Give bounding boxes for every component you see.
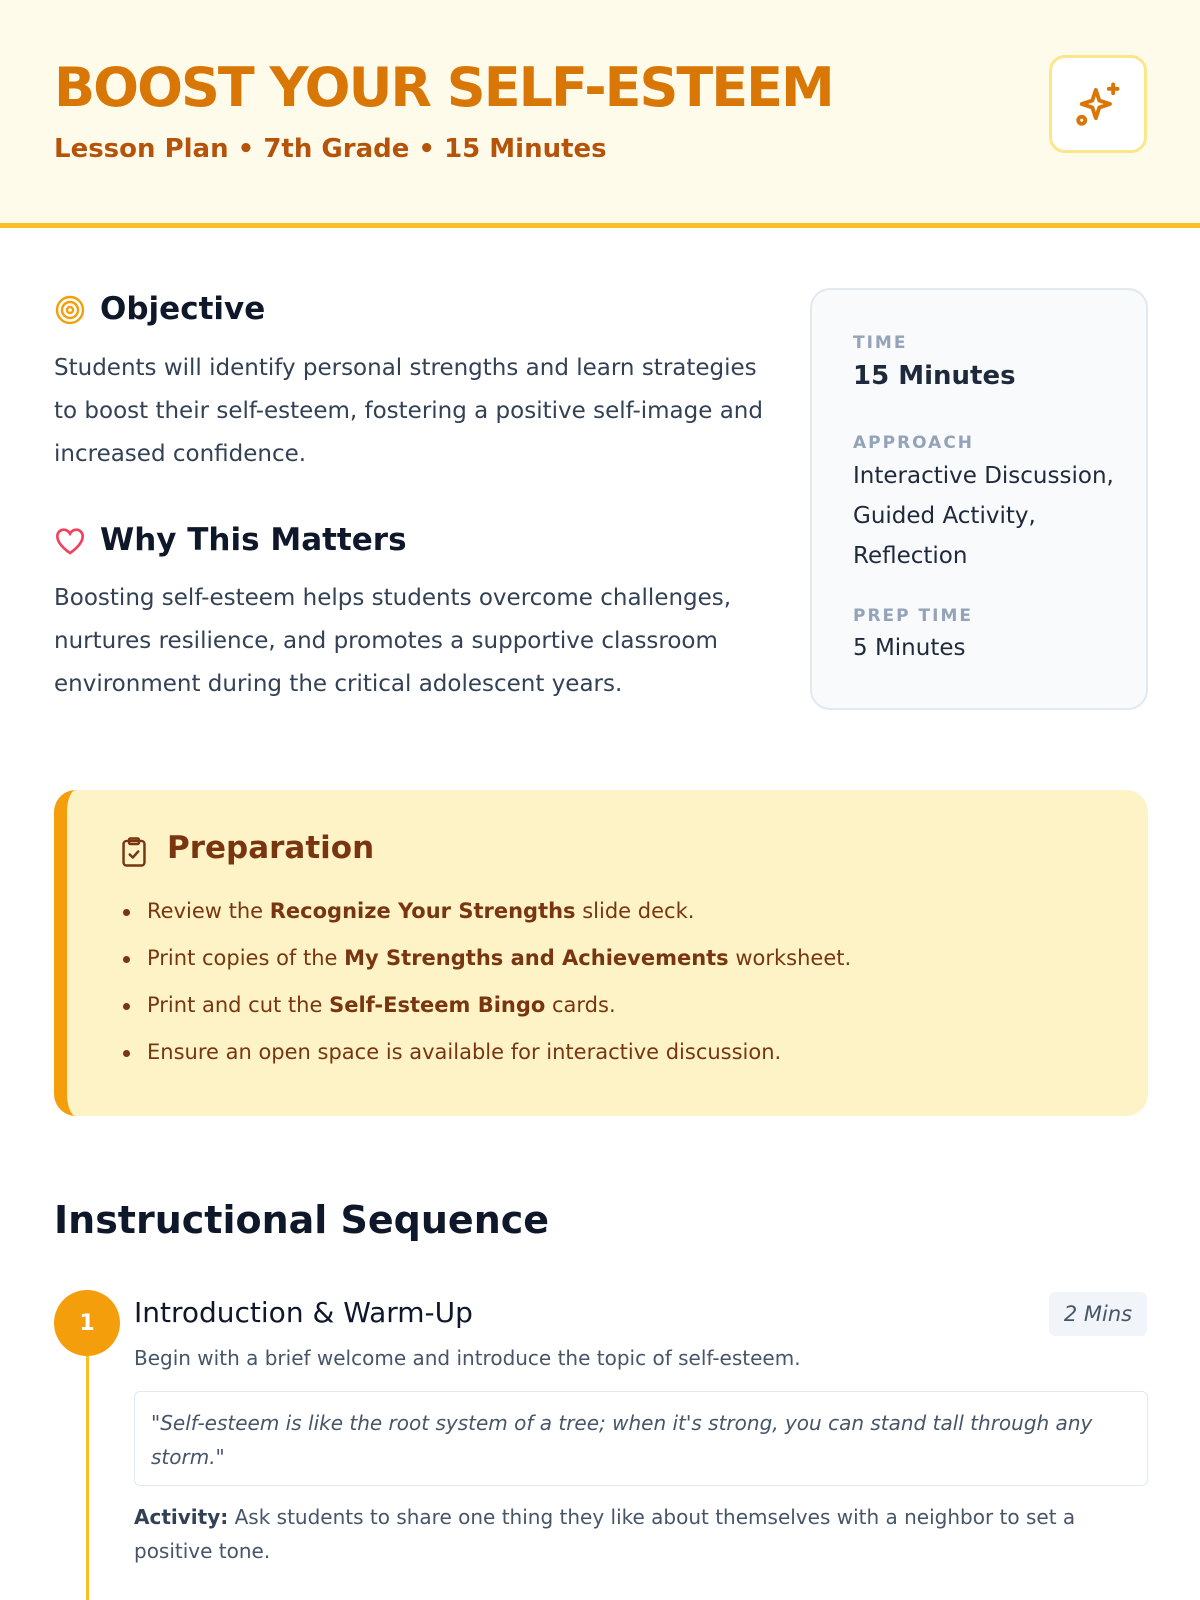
step-duration-badge: 2 Mins: [1049, 1292, 1147, 1336]
list-item: Print and cut the Self-Esteem Bingo cards.: [123, 982, 851, 1029]
preparation-list: [123, 888, 851, 1076]
why-text: Boosting self-esteem helps students overcome challenges, nurtures resilience, and promotes a supportive classroom environment during the critical adolescent years.: [54, 585, 732, 697]
step-quote-box: [134, 1391, 1148, 1486]
step-quote: "Self-esteem is like the root system of a tree; when it's strong, you can stand tall through any storm.": [151, 1411, 1093, 1469]
step-description: Begin with a brief welcome and introduce the topic of self-esteem.: [134, 1346, 801, 1370]
heart-icon: [54, 526, 86, 556]
logo-badge: [1049, 55, 1147, 153]
list-item: Print copies of the My Strengths and Achievements worksheet.: [123, 935, 851, 982]
prep-time-label: PREP TIME: [853, 606, 973, 626]
preparation-box: [54, 790, 1148, 1116]
lesson-subtitle: Lesson Plan • 7th Grade • 15 Minutes: [54, 134, 607, 164]
target-icon: [54, 294, 86, 326]
why-title: Why This Matters: [100, 522, 407, 558]
instructional-sequence-heading: Instructional Sequence: [54, 1198, 550, 1242]
time-label: TIME: [853, 333, 908, 353]
lesson-header: [0, 0, 1200, 228]
objective-title: Objective: [100, 291, 266, 327]
step-number-badge: 1: [54, 1290, 120, 1356]
approach-label: APPROACH: [853, 433, 975, 453]
activity-label: Activity:: [134, 1505, 229, 1529]
time-value: 15 Minutes: [853, 361, 1016, 391]
timeline-line: [86, 1356, 89, 1600]
step-title: Introduction & Warm-Up: [134, 1296, 473, 1329]
clipboard-check-icon: [119, 836, 149, 868]
objective-text: Students will identify personal strengths and learn strategies to boost their self-esteem, fostering a positive self-image and increased confidence.: [54, 355, 763, 467]
activity-text: Ask students to share one thing they like about themselves with a neighbor to set a positive tone.: [134, 1505, 1076, 1563]
sparkles-icon: [1072, 78, 1124, 130]
list-item: Review the Recognize Your Strengths slide deck.: [123, 888, 851, 935]
preparation-title: Preparation: [167, 830, 375, 866]
approach-value: Interactive Discussion, Guided Activity, Reflection: [853, 463, 1114, 569]
prep-time-value: 5 Minutes: [853, 635, 966, 661]
lesson-title: BOOST YOUR SELF-ESTEEM: [54, 56, 833, 119]
lesson-info-card: [810, 288, 1148, 710]
list-item: Ensure an open space is available for interactive discussion.: [123, 1029, 851, 1076]
step-activity: [134, 1500, 1134, 1568]
